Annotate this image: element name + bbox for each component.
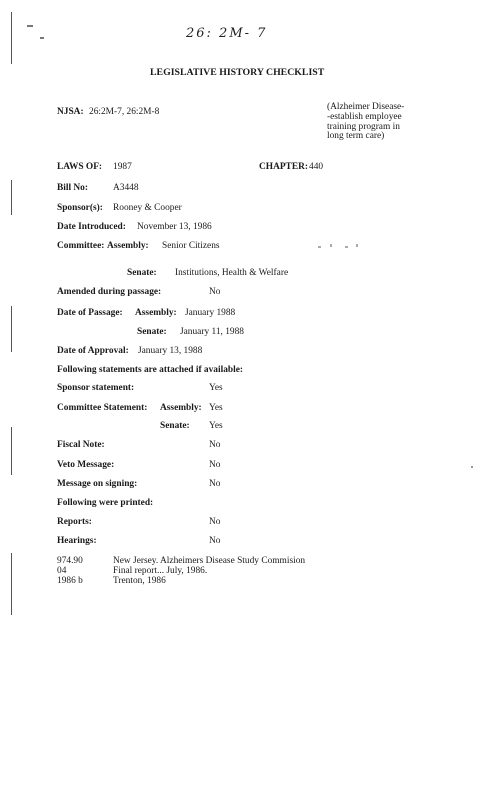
scan-margin-line	[11, 427, 12, 475]
amended-value: No	[209, 287, 221, 297]
date-of-passage-label: Date of Passage:	[57, 308, 123, 318]
message-on-signing-label: Message on signing:	[57, 479, 138, 489]
scan-speck	[27, 25, 33, 27]
veto-message-label: Veto Message:	[57, 460, 115, 470]
passage-senate-label: Senate:	[137, 327, 167, 337]
scan-speck	[40, 37, 44, 39]
message-on-signing-value: No	[209, 479, 221, 489]
scan-margin-line	[11, 306, 12, 352]
handwritten-number: 26: 2M- 7	[186, 26, 268, 41]
passage-assembly-label: Assembly:	[135, 308, 177, 318]
committee-statement-label: Committee Statement:	[57, 403, 148, 413]
page-title: LEGISLATIVE HISTORY CHECKLIST	[150, 67, 325, 78]
sponsors-value: Rooney & Cooper	[113, 203, 182, 213]
committee-assembly-value: Senior Citizens	[162, 241, 220, 251]
fiscal-note-value: No	[209, 440, 221, 450]
citation-line: Trenton, 1986	[113, 576, 166, 586]
scan-speck	[330, 244, 332, 247]
scan-speck	[345, 246, 348, 248]
veto-message-value: No	[209, 460, 221, 470]
scan-margin-line	[11, 12, 12, 64]
bill-no-label: Bill No:	[57, 183, 88, 193]
sponsor-statement-value: Yes	[209, 383, 223, 393]
bill-no-value: A3448	[113, 183, 139, 193]
sponsors-label: Sponsor(s):	[57, 203, 103, 213]
committee-statement-assembly-value: Yes	[209, 403, 223, 413]
scan-speck	[318, 246, 321, 248]
njsa-value: 26:2M-7, 26:2M-8	[89, 107, 160, 117]
scan-margin-line	[11, 553, 12, 615]
committee-label: Committee:	[57, 241, 105, 251]
call-number-line: 974.90	[57, 556, 83, 566]
reports-label: Reports:	[57, 517, 92, 527]
scan-margin-line	[11, 180, 12, 215]
laws-of-label: LAWS OF:	[57, 162, 103, 172]
amended-label: Amended during passage:	[57, 287, 162, 297]
chapter-value: 440	[309, 162, 324, 172]
date-introduced-label: Date Introduced:	[57, 222, 126, 232]
scan-speck	[471, 466, 473, 468]
committee-senate-value: Institutions, Health & Welfare	[175, 268, 289, 278]
call-number-line: 1986 b	[57, 576, 83, 586]
citation-line: New Jersey. Alzheimers Disease Study Commision	[113, 556, 306, 566]
committee-statement-assembly-label: Assembly:	[160, 403, 202, 413]
hearings-label: Hearings:	[57, 536, 97, 546]
following-statements-heading: Following statements are attached if available:	[57, 365, 243, 375]
date-of-approval-label: Date of Approval:	[57, 346, 129, 356]
sponsor-statement-label: Sponsor statement:	[57, 383, 135, 393]
following-printed-heading: Following were printed:	[57, 498, 154, 508]
passage-senate-value: January 11, 1988	[180, 327, 244, 337]
passage-assembly-value: January 1988	[185, 308, 236, 318]
chapter-label: CHAPTER:	[259, 162, 308, 172]
njsa-label: NJSA:	[57, 107, 84, 117]
subject-note: (Alzheimer Disease--establish employee training program in long term care)	[327, 102, 405, 142]
scan-speck	[356, 244, 358, 247]
call-number-line: 04	[57, 566, 67, 576]
committee-senate-label: Senate:	[127, 268, 157, 278]
reports-value: No	[209, 517, 221, 527]
date-introduced-value: November 13, 1986	[137, 222, 212, 232]
fiscal-note-label: Fiscal Note:	[57, 440, 105, 450]
citation-line: Final report... July, 1986.	[113, 566, 208, 576]
committee-statement-senate-value: Yes	[209, 421, 223, 431]
hearings-value: No	[209, 536, 221, 546]
date-of-approval-value: January 13, 1988	[138, 346, 203, 356]
committee-statement-senate-label: Senate:	[160, 421, 190, 431]
committee-assembly-label: Assembly:	[107, 241, 149, 251]
laws-of-value: 1987	[113, 162, 132, 172]
